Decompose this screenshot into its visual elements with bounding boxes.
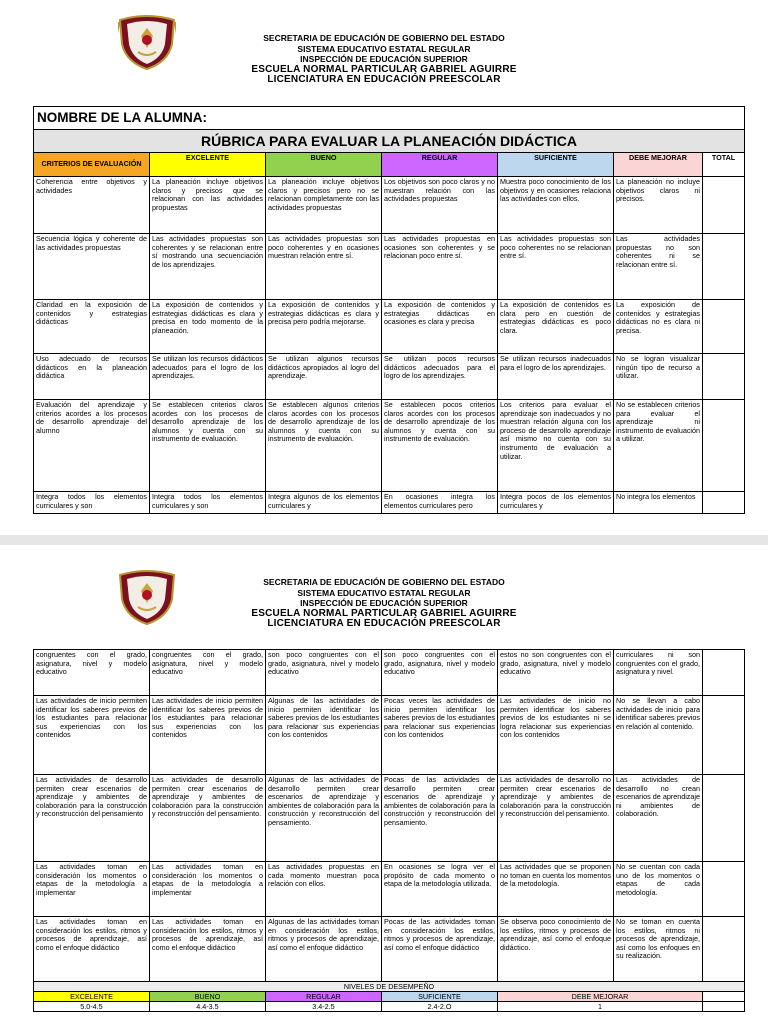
performance-levels-labels-row xyxy=(34,992,745,1002)
level-range-bueno: 4.4-3.5 xyxy=(150,1002,266,1012)
debe-mejorar-cell: No se cuentan con cada uno de los momentos o etapas de cada metodología. xyxy=(614,862,703,917)
debe-mejorar-cell: curriculares ni son congruentes con el grado, asignatura y nivel. xyxy=(614,650,703,696)
suficiente-cell: Los criterios para evaluar el aprendizaje son inadecuados y no muestran relación alguna con los proceso de desarrollo aprendizaje así mismo no cuenta con su instrumento de evaluación a utilizar. xyxy=(498,400,614,492)
performance-levels-title-row xyxy=(34,982,745,992)
table-row xyxy=(34,775,745,862)
col-header-bueno: BUENO xyxy=(266,153,382,177)
suficiente-cell: Se utilizan recursos inadecuados para el logro de los aprendizajes. xyxy=(498,354,614,400)
criterion-cell: Secuencia lógica y coherente de las actividades propuestas xyxy=(34,234,150,300)
bueno-cell: Algunas de las actividades de desarrollo permiten crear escenarios de aprendizaje y ambientes de colaboración para la construcción y reconstrucción del pensamiento. xyxy=(266,775,382,862)
table-row xyxy=(34,650,745,696)
table-row xyxy=(34,234,745,300)
regular-cell: Pocas veces las actividades de inicio permiten identificar los saberes previos de los estudiantes para relacionar sus experiencias con los contenidos xyxy=(382,696,498,775)
performance-levels-ranges-row xyxy=(34,1002,745,1012)
regular-cell: Pocas de las actividades toman en consideración los estilos, ritmos y procesos de aprendizaje, así como el enfoque didáctico xyxy=(382,917,498,982)
bueno-cell: Las actividades propuestas en cada momento muestran poca relación con ellos. xyxy=(266,862,382,917)
regular-cell: En ocasiones integra los elementos curriculares pero xyxy=(382,492,498,514)
level-range-regular: 3.4-2.5 xyxy=(266,1002,382,1012)
level-label-suficiente: SUFICIENTE xyxy=(382,992,498,1002)
table-row xyxy=(34,400,745,492)
level-label-excelente: EXCELENTE xyxy=(34,992,150,1002)
excelente-cell: Se establecen criterios claros acordes con los procesos de desarrollo aprendizaje de los alumnos y cuenta con su instrumento de evaluación. xyxy=(150,400,266,492)
rubric-title: RÚBRICA PARA EVALUAR LA PLANEACIÓN DIDÁCTICA xyxy=(34,130,745,153)
criterion-cell: Integra todos los elementos curriculares y son xyxy=(34,492,150,514)
regular-cell: En ocasiones se logra ver el propósito de cada momento o etapa de la metodología utilizada. xyxy=(382,862,498,917)
excelente-cell: congruentes con el grado, asignatura, nivel y modelo educativo xyxy=(150,650,266,696)
total-cell[interactable] xyxy=(703,917,745,982)
institution-header xyxy=(0,33,768,86)
total-cell[interactable] xyxy=(703,862,745,917)
criterion-cell: Evaluación del aprendizaje y criterios acordes a los procesos de desarrollo aprendizaje del alumno xyxy=(34,400,150,492)
criterion-cell: Uso adecuado de recursos didácticos en la planeación didáctica xyxy=(34,354,150,400)
level-label-debe-mejorar: DEBE MEJORAR xyxy=(498,992,703,1002)
suficiente-cell: estos no son congruentes con el grado, asignatura, nivel y modelo educativo xyxy=(498,650,614,696)
performance-levels-title: NIVELES DE DESEMPEÑO xyxy=(34,982,745,992)
bueno-cell: Integra algunos de los elementos curriculares y xyxy=(266,492,382,514)
criterion-cell: Las actividades de inicio permiten identificar los saberes previos de los estudiantes para relacionar sus experiencias con los contenidos xyxy=(34,696,150,775)
regular-cell: Se utilizan pocos recursos didácticos adecuados para el logro de los aprendizajes. xyxy=(382,354,498,400)
criterion-cell: Claridad en la exposición de contenidos y estrategias didácticas xyxy=(34,300,150,354)
level-range-empty xyxy=(703,1002,745,1012)
suficiente-cell: Las actividades propuestas son poco coherentes no se relacionan entre sí. xyxy=(498,234,614,300)
excelente-cell: La planeación incluye objetivos claros y precisos que se relacionan con las actividades propuestas xyxy=(150,177,266,234)
table-row xyxy=(34,862,745,917)
level-range-suficiente: 2.4-2.O xyxy=(382,1002,498,1012)
student-name-label: NOMBRE DE LA ALUMNA: xyxy=(34,107,745,130)
suficiente-cell: Se observa poco conocimiento de los estilos, ritmos y procesos de aprendizaje, así como el enfoque didáctico. xyxy=(498,917,614,982)
header-line-3: INSPECCIÓN DE EDUCACIÓN SUPERIOR xyxy=(300,598,468,608)
debe-mejorar-cell: La exposición de contenidos y estrategias didácticas no es clara ni precisa. xyxy=(614,300,703,354)
rubric-table-page-1 xyxy=(33,106,745,514)
debe-mejorar-cell: No integra los elementos xyxy=(614,492,703,514)
excelente-cell: Se utilizan los recursos didácticos adecuados para el logro de los aprendizajes. xyxy=(150,354,266,400)
rubric-table-page-2 xyxy=(33,649,745,1012)
header-line-2: SISTEMA EDUCATIVO ESTATAL REGULAR xyxy=(297,43,471,54)
bueno-cell: son poco congruentes con el grado, asignatura, nivel y modelo educativo xyxy=(266,650,382,696)
total-cell[interactable] xyxy=(703,775,745,862)
excelente-cell: Las actividades de desarrollo permiten crear escenarios de aprendizaje y ambientes de colaboración para la construcción y reconstrucción del pensamiento. xyxy=(150,775,266,862)
suficiente-cell: La exposición de contenidos es clara pero en cuestión de estrategias didácticas es poco clara. xyxy=(498,300,614,354)
total-cell[interactable] xyxy=(703,696,745,775)
bueno-cell: La planeación incluye objetivos claros y precisos pero no se relacionan completamente con las actividades propuestas xyxy=(266,177,382,234)
institution-header xyxy=(0,577,768,630)
total-cell[interactable] xyxy=(703,234,745,300)
header-line-1: SECRETARIA DE EDUCACIÓN DE GOBIERNO DEL ESTADO xyxy=(263,577,505,587)
header-line-2: SISTEMA EDUCATIVO ESTATAL REGULAR xyxy=(297,587,471,598)
excelente-cell: Las actividades propuestas son coherentes y se relacionan entre sí mostrando una secuenciación de los aprendizajes. xyxy=(150,234,266,300)
total-cell[interactable] xyxy=(703,300,745,354)
bueno-cell: Algunas de las actividades toman en consideración los estilos, ritmos y procesos de aprendizaje, así como el enfoque didáctico xyxy=(266,917,382,982)
total-cell[interactable] xyxy=(703,492,745,514)
header-line-4: ESCUELA NORMAL PARTICULAR GABRIEL AGUIRRE xyxy=(251,63,517,75)
regular-cell: Pocas de las actividades de desarrollo permiten crear escenarios de aprendizaje y ambientes de colaboración para la construcción y reconstrucción del pensamiento. xyxy=(382,775,498,862)
col-header-regular: REGULAR xyxy=(382,153,498,177)
debe-mejorar-cell: No se establecen criterios para evaluar el aprendizaje ni instrumento de evaluación a utilizar. xyxy=(614,400,703,492)
excelente-cell: Las actividades toman en consideración los estilos, ritmos y procesos de aprendizaje, así como el enfoque didáctico xyxy=(150,917,266,982)
debe-mejorar-cell: No se logran visualizar ningún tipo de recurso a utilizar. xyxy=(614,354,703,400)
table-row xyxy=(34,300,745,354)
total-cell[interactable] xyxy=(703,400,745,492)
debe-mejorar-cell: Las actividades propuestas no son coherentes ni se relacionan entre sí. xyxy=(614,234,703,300)
col-header-suficiente: SUFICIENTE xyxy=(498,153,614,177)
col-header-criteria: CRITERIOS DE EVALUACIÓN xyxy=(34,153,150,177)
regular-cell: Los objetivos son poco claros y no muestran relación con las actividades propuestas xyxy=(382,177,498,234)
level-range-excelente: 5.0-4.5 xyxy=(34,1002,150,1012)
debe-mejorar-cell: Las actividades de desarrollo no crean escenarios de aprendizaje ni ambientes de colaboración. xyxy=(614,775,703,862)
excelente-cell: Integra todos los elementos curriculares y son xyxy=(150,492,266,514)
level-label-empty xyxy=(703,992,745,1002)
suficiente-cell: Muestra poco conocimiento de los objetivos y en ocasiones relaciona las actividades con ellos. xyxy=(498,177,614,234)
total-cell[interactable] xyxy=(703,650,745,696)
table-row xyxy=(34,177,745,234)
bueno-cell: Se utilizan algunos recursos didácticos apropiados al logro del aprendizaje. xyxy=(266,354,382,400)
total-cell[interactable] xyxy=(703,354,745,400)
debe-mejorar-cell: La planeación no incluye objetivos claros ni precisos. xyxy=(614,177,703,234)
total-cell[interactable] xyxy=(703,177,745,234)
debe-mejorar-cell: No se toman en cuenta los estilos, ritmos ni procesos de aprendizaje, así como los enfoques en su realización. xyxy=(614,917,703,982)
page-break xyxy=(0,535,768,545)
criterion-cell: Las actividades toman en consideración los momentos o etapas de la metodología a implementar xyxy=(34,862,150,917)
col-header-excelente: EXCELENTE xyxy=(150,153,266,177)
suficiente-cell: Las actividades de inicio no permiten identificar los saberes previos de los estudiantes ni se logra relacionar sus experiencias con los contenidos xyxy=(498,696,614,775)
level-label-bueno: BUENO xyxy=(150,992,266,1002)
criterion-cell: Las actividades de desarrollo permiten crear escenarios de aprendizaje y ambientes de colaboración para la construcción y reconstrucción del pensamiento xyxy=(34,775,150,862)
table-row xyxy=(34,917,745,982)
bueno-cell: Se establecen algunos criterios claros acordes con los procesos de desarrollo aprendizaje de los alumnos y cuenta con su instrumento de evaluación. xyxy=(266,400,382,492)
regular-cell: La exposición de contenidos y estrategias didácticas en ocasiones es clara y precisa xyxy=(382,300,498,354)
header-line-5: LICENCIATURA EN EDUCACIÓN PREESCOLAR xyxy=(267,618,501,629)
excelente-cell: Las actividades de inicio permiten identificar los saberes previos de los estudiantes para relacionar sus experiencias con los contenidos xyxy=(150,696,266,775)
table-row xyxy=(34,354,745,400)
header-line-1: SECRETARIA DE EDUCACIÓN DE GOBIERNO DEL ESTADO xyxy=(263,33,505,43)
bueno-cell: Algunas de las actividades de inicio permiten identificar los saberes previos de los estudiantes para relacionar sus experiencias con los contenidos xyxy=(266,696,382,775)
suficiente-cell: Las actividades que se proponen no toman en cuenta los momentos de la metodología. xyxy=(498,862,614,917)
bueno-cell: La exposición de contenidos y estrategias didácticas es clara y precisa pero podría mejorarse. xyxy=(266,300,382,354)
header-line-4: ESCUELA NORMAL PARTICULAR GABRIEL AGUIRRE xyxy=(251,607,517,619)
criterion-cell: congruentes con el grado, asignatura, nivel y modelo educativo xyxy=(34,650,150,696)
table-row xyxy=(34,492,745,514)
regular-cell: Las actividades propuestas en ocasiones son coherentes y se relacionan poco entre sí. xyxy=(382,234,498,300)
header-line-5: LICENCIATURA EN EDUCACIÓN PREESCOLAR xyxy=(267,74,501,85)
excelente-cell: Las actividades toman en consideración los momentos o etapas de la metodología a implementar xyxy=(150,862,266,917)
debe-mejorar-cell: No se llevan a cabo actividades de inicio para identificar saberes previos en relación al contenido. xyxy=(614,696,703,775)
col-header-debe-mejorar: DEBE MEJORAR xyxy=(614,153,703,177)
criterion-cell: Coherencia entre objetivos y actividades xyxy=(34,177,150,234)
bueno-cell: Las actividades propuestas son poco coherentes y en ocasiones muestran relación entre sí. xyxy=(266,234,382,300)
col-header-total: TOTAL xyxy=(703,153,745,177)
regular-cell: son poco congruentes con el grado, asignatura, nivel y modelo educativo xyxy=(382,650,498,696)
level-label-regular: REGULAR xyxy=(266,992,382,1002)
regular-cell: Se establecen pocos criterios claros acordes con los procesos de desarrollo aprendizaje de los alumnos y cuenta con su instrumento de evaluación. xyxy=(382,400,498,492)
header-line-3: INSPECCIÓN DE EDUCACIÓN SUPERIOR xyxy=(300,54,468,64)
level-range-debe-mejorar: 1 xyxy=(498,1002,703,1012)
suficiente-cell: Las actividades de desarrollo no permiten crear escenarios de aprendizaje y ambientes de colaboración para la construcción y reconstrucción del pensamiento. xyxy=(498,775,614,862)
table-row xyxy=(34,696,745,775)
criterion-cell: Las actividades toman en consideración los estilos, ritmos y procesos de aprendizaje, así como el enfoque didáctico xyxy=(34,917,150,982)
excelente-cell: La exposición de contenidos y estrategias didácticas es clara y precisa en todo momento de la planeación. xyxy=(150,300,266,354)
suficiente-cell: Integra pocos de los elementos curriculares y xyxy=(498,492,614,514)
